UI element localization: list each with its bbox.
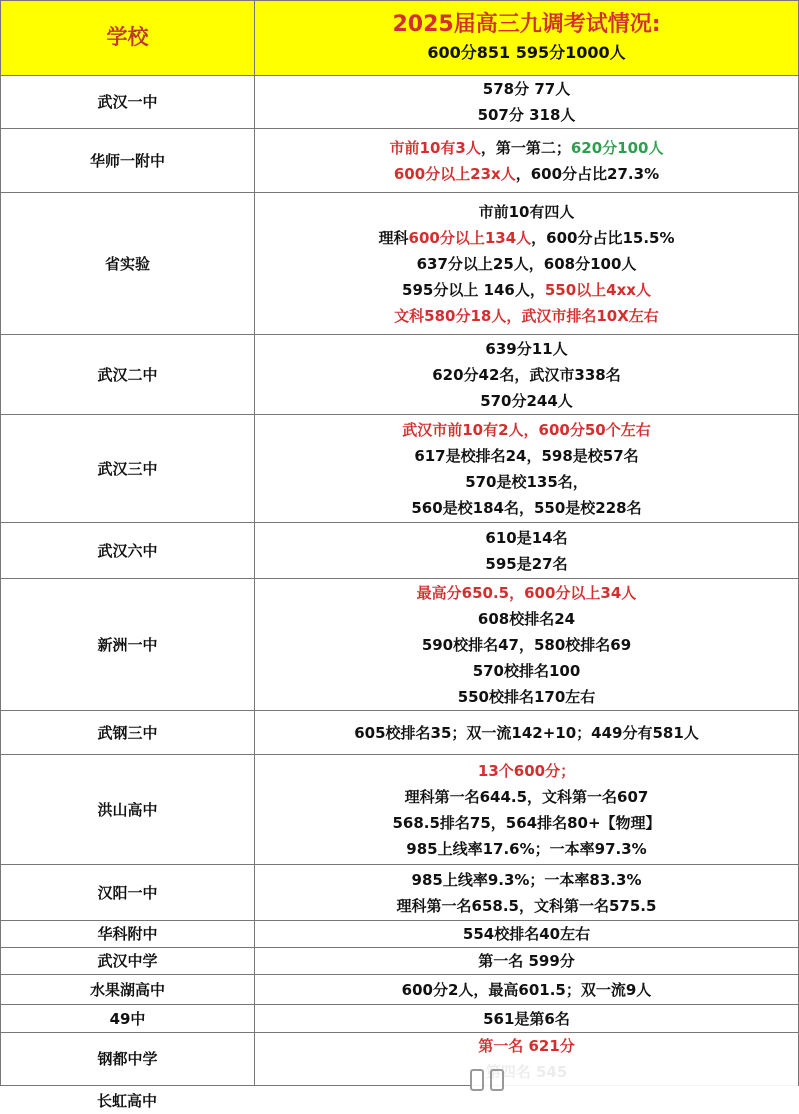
detail-line bbox=[255, 684, 798, 710]
school-name: 洪山高中 bbox=[1, 755, 255, 865]
detail-line bbox=[255, 758, 798, 784]
detail-line bbox=[255, 551, 798, 577]
detail-segment: 570校排名100 bbox=[472, 661, 581, 680]
table-row bbox=[1, 975, 799, 1005]
table-row bbox=[1, 415, 799, 523]
exam-details bbox=[255, 711, 799, 755]
table-row bbox=[1, 193, 799, 335]
detail-segment: 600分以上23x人 bbox=[393, 164, 516, 183]
detail-line bbox=[255, 1006, 798, 1032]
table-row bbox=[1, 921, 799, 948]
detail-line bbox=[255, 977, 798, 1003]
detail-segment: 639分11人 bbox=[485, 339, 568, 358]
overlay-glyph-icon bbox=[490, 1069, 504, 1091]
exam-details bbox=[255, 921, 799, 948]
detail-line bbox=[255, 658, 798, 684]
school-column-header bbox=[1, 1, 255, 76]
detail-segment: 最高分650.5，600分以上34人 bbox=[416, 583, 637, 602]
detail-line bbox=[255, 580, 798, 606]
table-row bbox=[1, 579, 799, 711]
detail-segment: 637分以上25人，608分100人 bbox=[416, 254, 637, 273]
exam-details bbox=[255, 415, 799, 523]
table-row bbox=[1, 755, 799, 865]
detail-line bbox=[255, 867, 798, 893]
exam-details bbox=[255, 335, 799, 415]
detail-segment: 550以上4xx人 bbox=[544, 280, 651, 299]
detail-line bbox=[255, 720, 798, 746]
school-name: 水果湖高中 bbox=[1, 975, 255, 1005]
detail-line bbox=[255, 388, 798, 414]
detail-segment: 595分以上 146人， bbox=[402, 280, 545, 299]
school-name: 武汉二中 bbox=[1, 335, 255, 415]
exam-details bbox=[255, 129, 799, 193]
detail-segment: 985上线率17.6%；一本率97.3% bbox=[406, 839, 647, 858]
table-row bbox=[1, 129, 799, 193]
detail-line bbox=[255, 225, 798, 251]
exam-column-header bbox=[255, 1, 799, 76]
detail-segment: ，600分占比27.3% bbox=[515, 164, 660, 183]
detail-line bbox=[255, 810, 798, 836]
detail-segment: ，600分占比15.5% bbox=[531, 228, 675, 247]
detail-line bbox=[255, 495, 798, 521]
detail-segment: 605校排名35；双一流142+10；449分有581人 bbox=[354, 723, 699, 742]
header-row bbox=[1, 1, 799, 76]
detail-segment: 620分100人 bbox=[570, 138, 664, 157]
detail-segment: 554校排名40左右 bbox=[462, 925, 591, 943]
exam-details bbox=[255, 1005, 799, 1033]
detail-segment: 595是27名 bbox=[485, 554, 568, 573]
detail-segment: 570分244人 bbox=[480, 391, 573, 410]
exam-details bbox=[255, 975, 799, 1005]
school-name: 武汉中学 bbox=[1, 948, 255, 975]
detail-line bbox=[255, 1033, 798, 1059]
school-header-label: 学校 bbox=[106, 25, 149, 49]
detail-line bbox=[255, 606, 798, 632]
school-name: 钢都中学 bbox=[1, 1033, 255, 1086]
detail-line bbox=[255, 199, 798, 225]
detail-segment: 600分2人，最高601.5；双一流9人 bbox=[401, 980, 652, 999]
school-name: 汉阳一中 bbox=[1, 865, 255, 921]
detail-segment: 550校排名170左右 bbox=[457, 687, 596, 706]
detail-segment: 570是校135名， bbox=[465, 472, 588, 491]
detail-line bbox=[255, 525, 798, 551]
detail-segment: 560是校184名，550是校228名 bbox=[411, 498, 642, 517]
table-row bbox=[1, 865, 799, 921]
detail-line bbox=[255, 836, 798, 862]
school-name: 省实验 bbox=[1, 193, 255, 335]
detail-segment: 理科第一名658.5，文科第一名575.5 bbox=[396, 896, 657, 915]
table-row bbox=[1, 523, 799, 579]
school-name: 武汉六中 bbox=[1, 523, 255, 579]
detail-segment: ，第一第二； bbox=[480, 138, 571, 157]
detail-segment: 620分42名，武汉市338名 bbox=[432, 365, 621, 384]
exam-details bbox=[255, 523, 799, 579]
detail-segment: 578分 77人 bbox=[482, 80, 571, 98]
detail-segment: 561是第6名 bbox=[483, 1009, 570, 1028]
detail-segment: 590校排名47，580校排名69 bbox=[421, 635, 632, 654]
detail-segment: 理科 bbox=[378, 228, 409, 247]
school-name: 武汉一中 bbox=[1, 76, 255, 129]
detail-segment: 610是14名 bbox=[485, 528, 568, 547]
detail-line bbox=[255, 443, 798, 469]
detail-line bbox=[255, 76, 798, 102]
detail-segment: 理科第一名644.5，文科第一名607 bbox=[404, 787, 649, 806]
overlay-glyph-icon bbox=[470, 1069, 484, 1091]
table-row bbox=[1, 1005, 799, 1033]
table-row bbox=[1, 948, 799, 975]
school-name: 49中 bbox=[1, 1005, 255, 1033]
detail-line bbox=[255, 417, 798, 443]
detail-line bbox=[255, 362, 798, 388]
exam-details bbox=[255, 948, 799, 975]
detail-segment: 市前10有3人 bbox=[389, 138, 481, 157]
school-name: 新洲一中 bbox=[1, 579, 255, 711]
detail-segment: 985上线率9.3%；一本率83.3% bbox=[411, 870, 642, 889]
detail-line bbox=[255, 102, 798, 128]
detail-line bbox=[255, 277, 798, 303]
exam-details bbox=[255, 193, 799, 335]
detail-segment: 507分 318人 bbox=[477, 106, 576, 124]
cut-off-school: 长虹高中 bbox=[96, 1092, 157, 1110]
detail-line bbox=[255, 948, 798, 974]
school-name: 华师一附中 bbox=[1, 129, 255, 193]
detail-segment: 文科580分18人，武汉市排名10X左右 bbox=[394, 306, 659, 325]
detail-segment: 568.5排名75，564排名80+【物理】 bbox=[392, 813, 661, 832]
exam-details bbox=[255, 76, 799, 129]
exam-details bbox=[255, 579, 799, 711]
detail-line bbox=[255, 921, 798, 947]
detail-line bbox=[255, 336, 798, 362]
table-row bbox=[1, 711, 799, 755]
detail-segment: 600分以上134人 bbox=[408, 228, 532, 247]
detail-line bbox=[255, 893, 798, 919]
detail-segment: 市前10有四人 bbox=[478, 202, 575, 221]
detail-segment: 13个600分； bbox=[477, 761, 576, 780]
exam-details bbox=[255, 865, 799, 921]
school-name: 华科附中 bbox=[1, 921, 255, 948]
detail-segment: 武汉市前10有2人，600分50个左右 bbox=[402, 420, 651, 439]
detail-line bbox=[255, 469, 798, 495]
table-row bbox=[1, 335, 799, 415]
detail-line bbox=[255, 161, 798, 187]
exam-title: 2025届高三九调考试情况: bbox=[392, 12, 661, 37]
detail-line bbox=[255, 135, 798, 161]
detail-segment: 第一名 621分 bbox=[478, 1037, 575, 1055]
detail-line bbox=[255, 632, 798, 658]
exam-details bbox=[255, 755, 799, 865]
detail-segment: 608校排名24 bbox=[477, 609, 576, 628]
school-name: 武钢三中 bbox=[1, 711, 255, 755]
detail-segment: 617是校排名24，598是校57名 bbox=[414, 446, 639, 465]
detail-line bbox=[255, 251, 798, 277]
detail-segment: 第一名 599分 bbox=[478, 952, 575, 970]
detail-line bbox=[255, 784, 798, 810]
bottom-overlay-bar bbox=[470, 1062, 798, 1098]
school-name: 武汉三中 bbox=[1, 415, 255, 523]
table-row bbox=[1, 76, 799, 129]
exam-subtitle: 600分851 595分1000人 bbox=[427, 43, 626, 62]
detail-line bbox=[255, 303, 798, 329]
